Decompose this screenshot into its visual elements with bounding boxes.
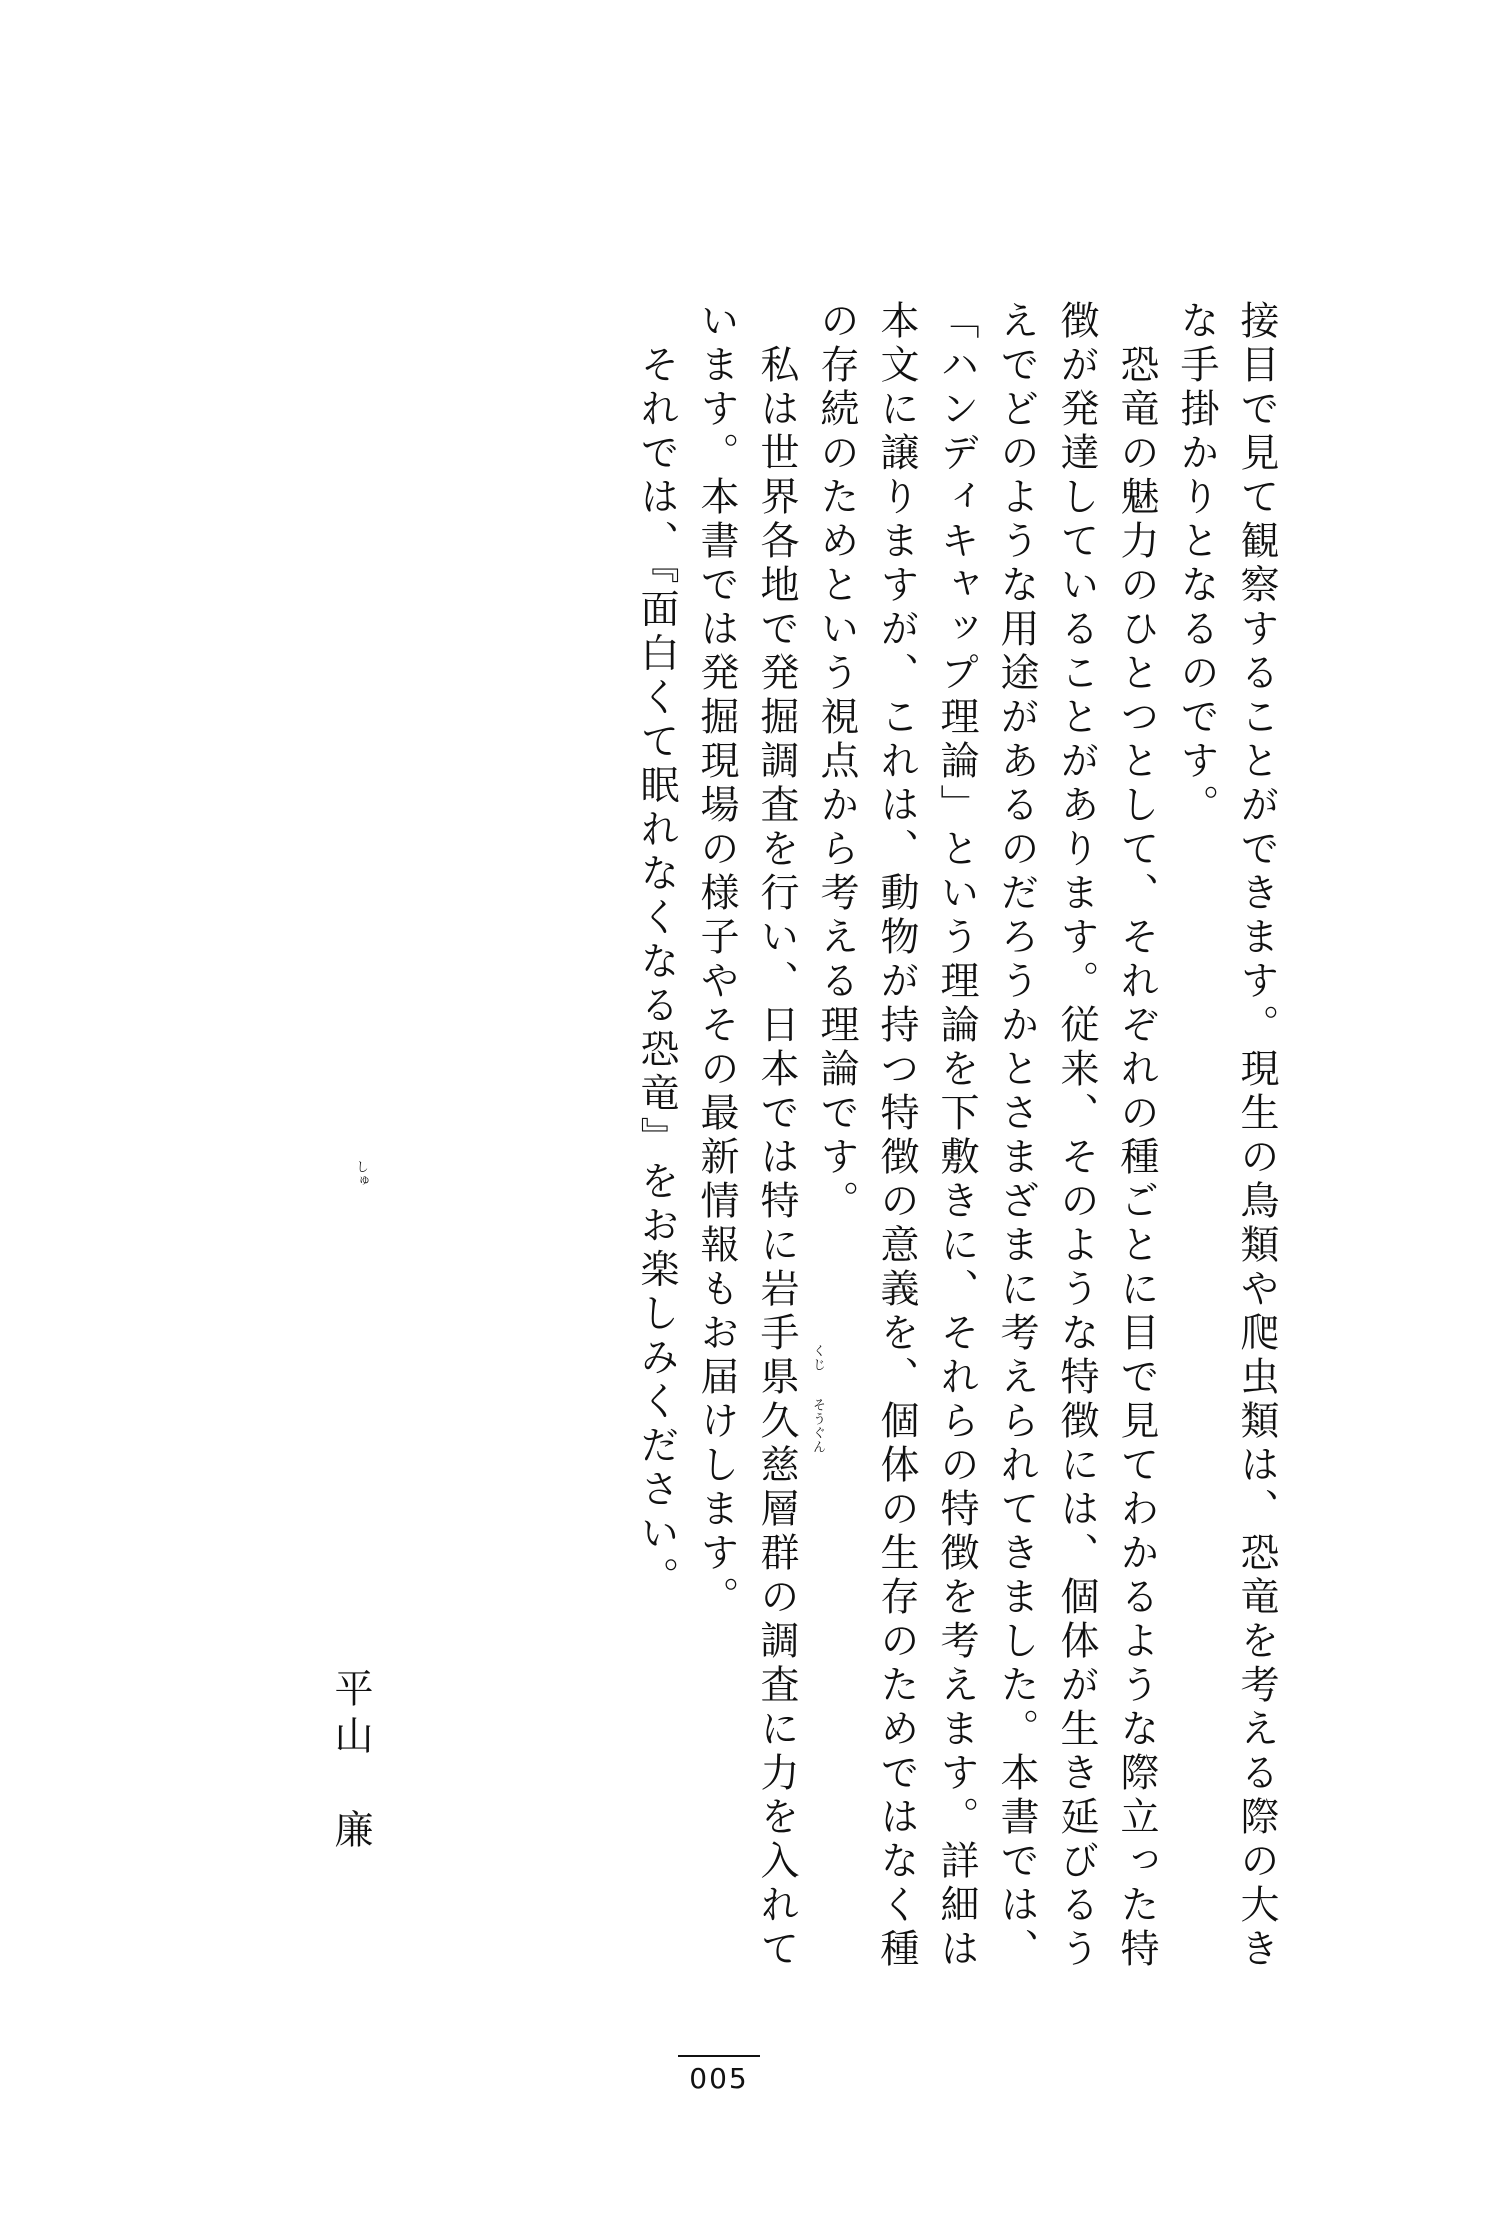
text-column-4: 徴が発達していることがあります。従来、そのような特徴には、個体が生き延びるう xyxy=(1054,300,1099,1972)
text-column-5: えでどのような用途があるのだろうかとさまざまに考えられてきました。本書では、 xyxy=(994,300,1039,1972)
text-column-6: 「ハンディキャップ理論」という理論を下敷きに、それらの特徴を考えます。詳細は xyxy=(934,300,979,1972)
text-column-7: 本文に譲りますが、これは、動物が持つ特徴の意義を、個体の生存のためではなく種 xyxy=(874,300,919,1972)
ruby-shu: しゅ xyxy=(353,1160,368,1188)
text-column-9: 私は世界各地で発掘調査を行い、日本では特に岩手県久慈層群の調査に力を入れて xyxy=(754,300,799,1972)
text-column-10: います。本書では発掘現場の様子やその最新情報もお届けします。 xyxy=(694,300,739,1620)
text-column-2: な手掛かりとなるのです。 xyxy=(1174,300,1219,828)
ruby-kuji: くじ xyxy=(810,1344,825,1372)
text-column-3: 恐竜の魅力のひとつとして、それぞれの種ごとに目で見てわかるような際立った特 xyxy=(1114,300,1159,1972)
body-text xyxy=(626,300,1286,1972)
text-column-8: の存続のためという視点から考える理論です。 xyxy=(814,300,859,1224)
page-number: 005 xyxy=(689,2062,749,2095)
text-column-11: それでは、『面白くて眠れなくなる恐竜』をお楽しみください。 xyxy=(634,300,679,1601)
author-name: 平山 廉 xyxy=(328,1668,373,1856)
ruby-sougun: そうぐん xyxy=(810,1398,825,1454)
text-column-1: 接目で見て観察することができます。現生の鳥類や爬虫類は、恐竜を考える際の大き xyxy=(1234,300,1279,1972)
folio-rule xyxy=(678,2055,760,2057)
